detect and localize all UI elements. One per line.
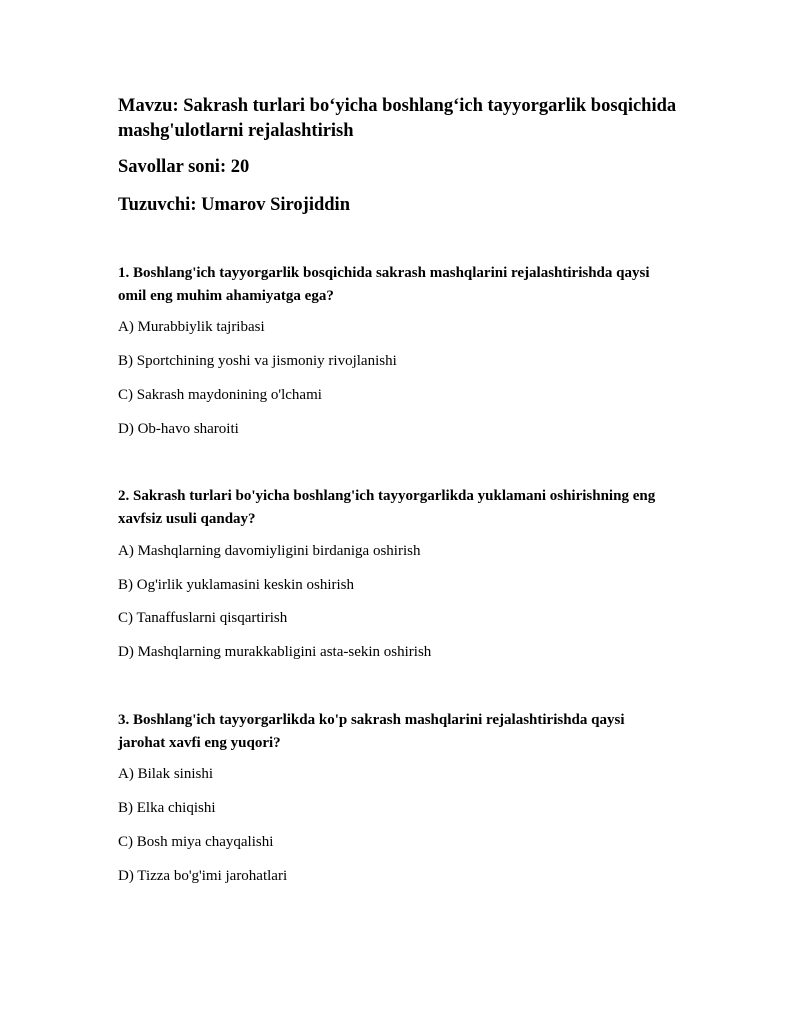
question-text	[118, 709, 698, 755]
topic-title-line-1: Mavzu: Sakrash turlari bo‘yicha boshlang‘ich tayyorgarlik bosqichida	[118, 96, 677, 116]
answer-option: D) Tizza bo'g'imi jarohatlari	[118, 868, 288, 884]
question-block-2	[118, 485, 698, 531]
question-text-line-2: xavfsiz usuli qanday?	[118, 511, 256, 527]
question-block-3	[118, 709, 698, 755]
answer-option: D) Ob-havo sharoiti	[118, 421, 239, 437]
answer-option: B) Elka chiqishi	[118, 800, 216, 816]
topic-title-line-2: mashg'ulotlarni rejalashtirish	[118, 121, 354, 141]
answer-option: B) Og'irlik yuklamasini keskin oshirish	[118, 577, 355, 593]
question-text-line-1: 2. Sakrash turlari bo'yicha boshlang'ich tayyorgarlikda yuklamani oshirishning eng	[118, 488, 656, 504]
question-count: Savollar soni: 20	[118, 157, 250, 177]
answer-option: B) Sportchining yoshi va jismoniy rivojlanishi	[118, 353, 397, 369]
answer-option: A) Bilak sinishi	[118, 766, 214, 782]
author-line: Tuzuvchi: Umarov Sirojiddin	[118, 195, 350, 215]
question-text-line-1: 3. Boshlang'ich tayyorgarlikda ko'p sakrash mashqlarini rejalashtirishda qaysi	[118, 712, 625, 728]
question-text-line-2: jarohat xavfi eng yuqori?	[118, 735, 281, 751]
question-text	[118, 485, 698, 531]
question-block-1	[118, 262, 698, 308]
answer-option: A) Murabbiylik tajribasi	[118, 319, 265, 335]
answer-option: D) Mashqlarning murakkabligini asta-sekin oshirish	[118, 644, 432, 660]
answer-option: C) Bosh miya chayqalishi	[118, 834, 274, 850]
question-text-line-1: 1. Boshlang'ich tayyorgarlik bosqichida sakrash mashqlarini rejalashtirishda qaysi	[118, 265, 650, 281]
question-text-line-2: omil eng muhim ahamiyatga ega?	[118, 288, 334, 304]
answer-option: C) Tanaffuslarni qisqartirish	[118, 610, 288, 626]
answer-option: C) Sakrash maydonining o'lchami	[118, 387, 322, 403]
answer-option: A) Mashqlarning davomiyligini birdaniga oshirish	[118, 543, 421, 559]
question-text	[118, 262, 698, 308]
